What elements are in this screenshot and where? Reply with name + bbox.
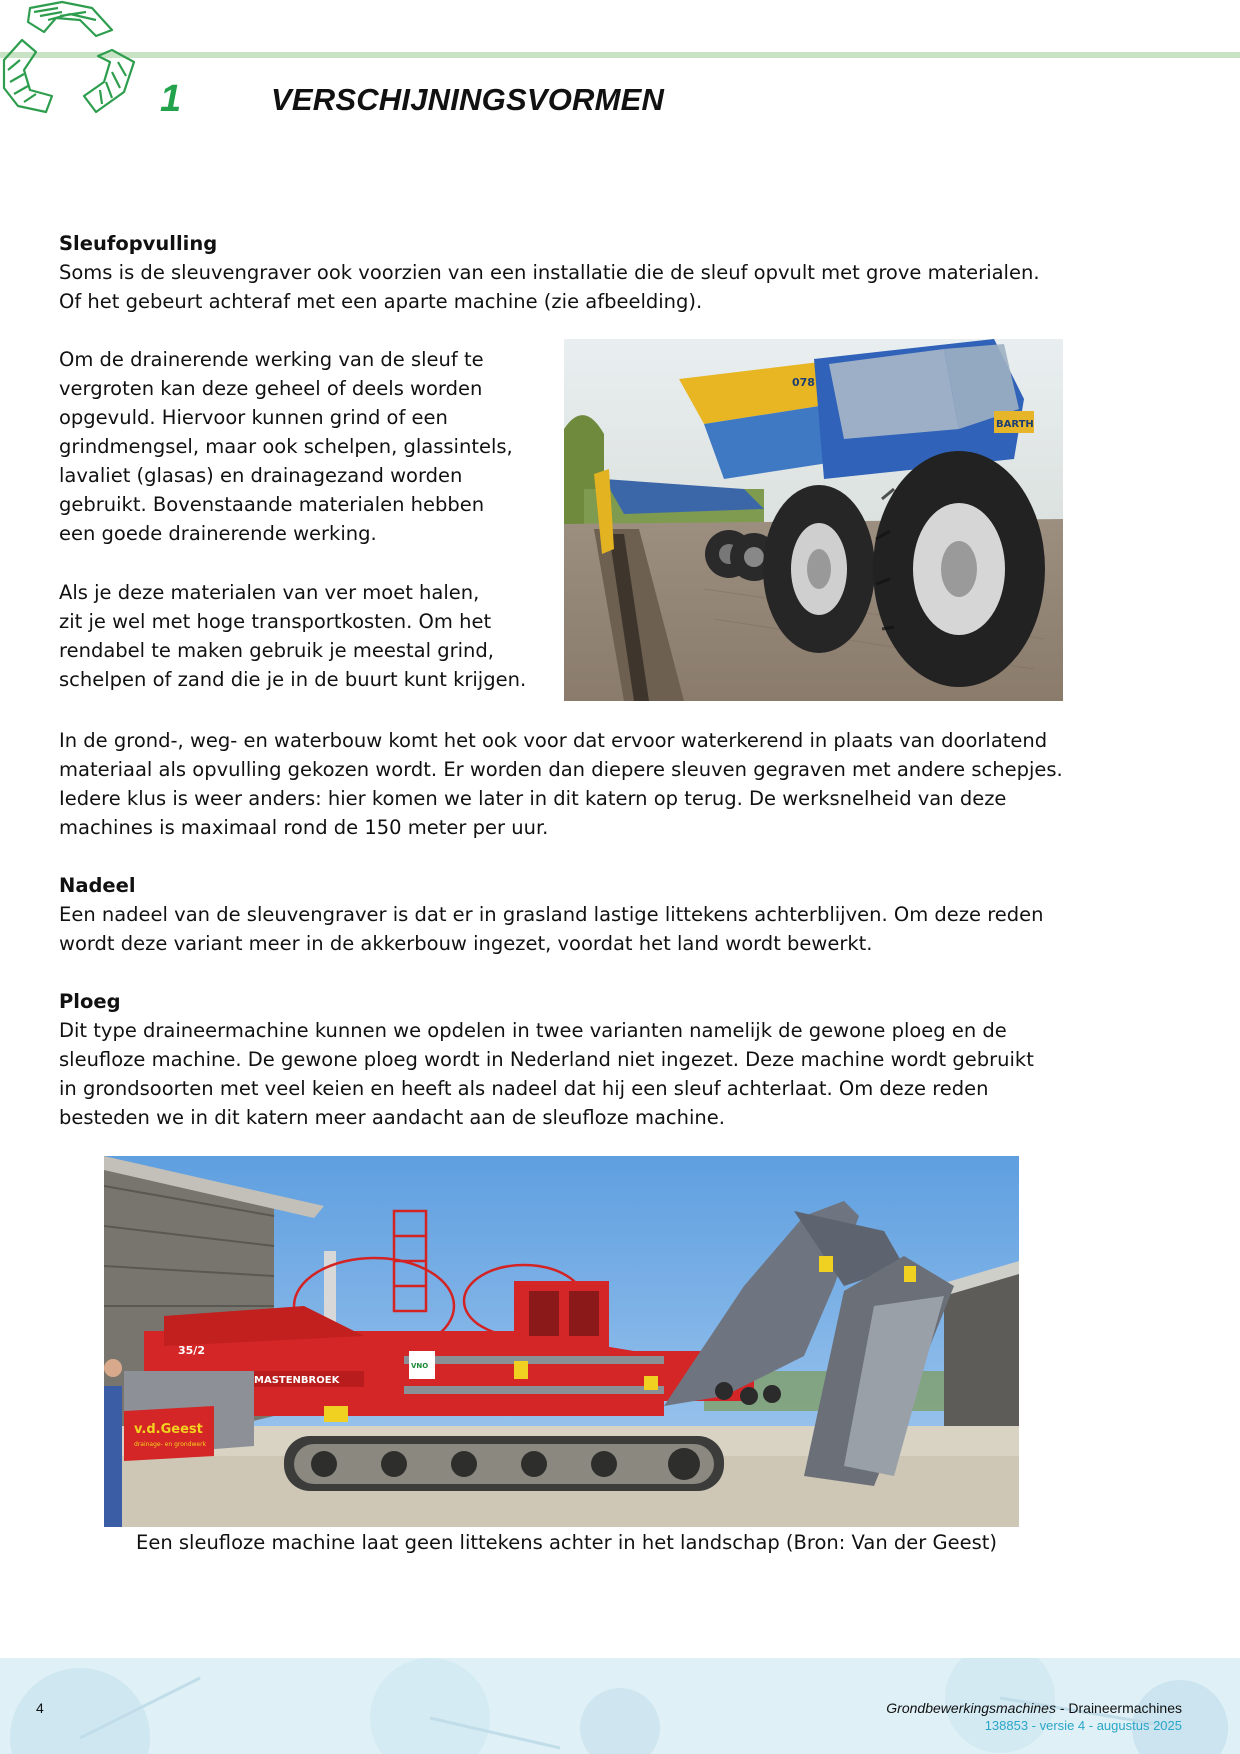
- trenchless-machine-photo: [104, 1156, 1019, 1527]
- footer-title: [886, 1700, 1182, 1716]
- text-line: wordt deze variant meer in de akkerbouw ingezet, voordat het land wordt bewerkt.: [59, 932, 873, 955]
- heading-ploeg: Ploeg: [59, 990, 121, 1013]
- trailer-number: 078: [792, 376, 815, 389]
- text-line: Iedere klus is weer anders: hier komen we later in dit katern op terug. De werksnelheid van deze: [59, 787, 1007, 810]
- text-line: lavaliet (glasas) en drainagezand worden: [59, 464, 463, 487]
- text-line: opgevuld. Hiervoor kunnen grind of een: [59, 406, 448, 429]
- text-line: Dit type draineermachine kunnen we opdelen in twee varianten namelijk de gewone ploeg en de: [59, 1019, 1007, 1042]
- text-line: gebruikt. Bovenstaande materialen hebben: [59, 493, 485, 516]
- tractor-photo: [564, 339, 1063, 701]
- door-logo: VNO: [411, 1362, 429, 1370]
- footer-title-rest: - Draineermachines: [1055, 1700, 1182, 1716]
- intro-paragraph: [59, 258, 1059, 316]
- chapter-number: 1: [160, 78, 182, 120]
- tractor-brand: BARTH: [996, 419, 1034, 430]
- recycle-icon: [0, 0, 140, 118]
- text-line: materiaal als opvulling gekozen wordt. Er worden dan diepere sleuven gegraven met andere schepjes.: [59, 758, 1063, 781]
- text-line: In de grond-, weg- en waterbouw komt het ook voor dat ervoor waterkerend in plaats van doorlatend: [59, 729, 1048, 752]
- heading-nadeel: Nadeel: [59, 874, 136, 897]
- footer-title-italic: Grondbewerkingsmachines: [886, 1700, 1056, 1716]
- machine-brand: MASTENBROEK: [254, 1375, 340, 1386]
- machine-model: 35/2: [178, 1344, 205, 1357]
- text-line: Om de drainerende werking van de sleuf te: [59, 348, 484, 371]
- text-line: rendabel te maken gebruik je meestal grind,: [59, 639, 494, 662]
- paragraph-transport: [59, 578, 559, 694]
- header-rule: [0, 52, 1240, 58]
- chapter-title: VERSCHIJNINGSVORMEN: [271, 82, 665, 117]
- paragraph-materials: [59, 345, 559, 548]
- text-line: in grondsoorten met veel keien en heeft als nadeel dat hij een sleuf achterlaat. Om deze reden: [59, 1077, 989, 1100]
- text-line: besteden we in dit katern meer aandacht aan de sleufloze machine.: [59, 1106, 725, 1129]
- company-subline: drainage- en grondwerk: [134, 1441, 207, 1448]
- text-line: sleufloze machine. De gewone ploeg wordt in Nederland niet ingezet. Deze machine wordt gebruikt: [59, 1048, 1034, 1071]
- text-line: vergroten kan deze geheel of deels worden: [59, 377, 483, 400]
- text-line: schelpen of zand die je in de buurt kunt krijgen.: [59, 668, 527, 691]
- figure-caption: Een sleufloze machine laat geen littekens achter in het landschap (Bron: Van der Geest): [136, 1531, 997, 1554]
- paragraph-waterbouw: [59, 726, 1109, 842]
- text-line: grindmengsel, maar ook schelpen, glassintels,: [59, 435, 513, 458]
- footer-version: 138853 - versie 4 - augustus 2025: [984, 1718, 1182, 1733]
- text-line: een goede drainerende werking.: [59, 522, 377, 545]
- company-logo: v.d.Geest: [134, 1422, 203, 1437]
- text-line: Als je deze materialen van ver moet halen,: [59, 581, 480, 604]
- page-number: 4: [36, 1700, 44, 1716]
- text-line: Soms is de sleuvengraver ook voorzien van een installatie die de sleuf opvult met grove materialen.: [59, 261, 1040, 284]
- text-line: Een nadeel van de sleuvengraver is dat er in grasland lastige littekens achterblijven. Om deze reden: [59, 903, 1044, 926]
- text-line: Of het gebeurt achteraf met een aparte machine (zie afbeelding).: [59, 290, 703, 313]
- text-line: zit je wel met hoge transportkosten. Om het: [59, 610, 492, 633]
- paragraph-ploeg: [59, 1016, 1109, 1132]
- paragraph-nadeel: [59, 900, 1109, 958]
- heading-sleufopvulling: Sleufopvulling: [59, 232, 218, 255]
- text-line: machines is maximaal rond de 150 meter per uur.: [59, 816, 549, 839]
